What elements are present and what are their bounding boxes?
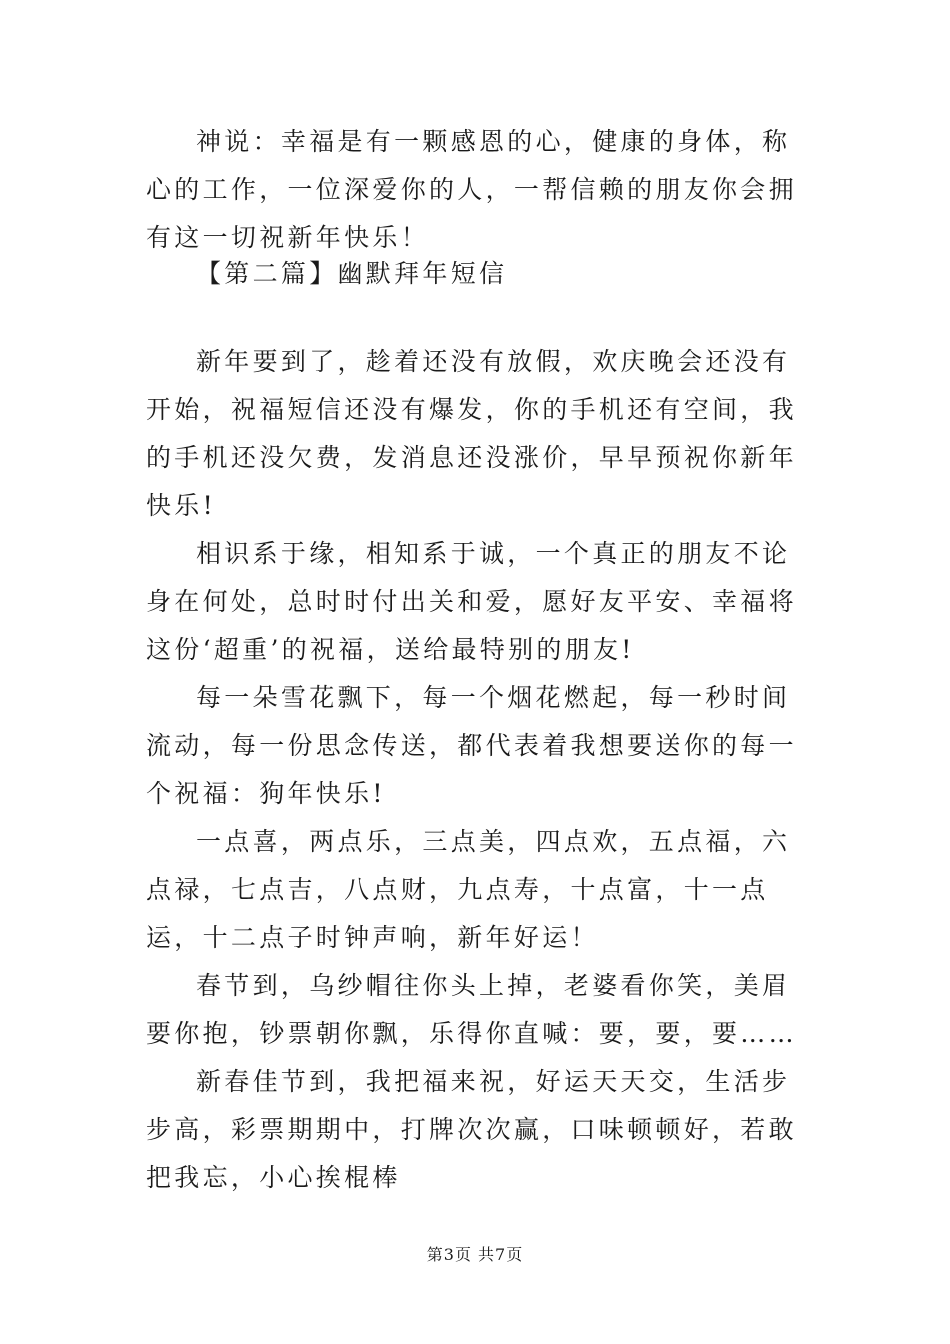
- paragraph: 新春佳节到，我把福来祝，好运天天交，生活步步高，彩票期期中，打牌次次赢，口味顿顿好，若敢把我忘，小心挨棍棒: [146, 1067, 797, 1192]
- section-heading: 【第二篇】幽默拜年短信: [196, 259, 508, 288]
- paragraph: 相识系于缘，相知系于诚，一个真正的朋友不论身在何处，总时时付出关和爱，愿好友平安、幸福将这份‘超重’的祝福，送给最特别的朋友!: [146, 539, 797, 664]
- body-text: [146, 338, 816, 1202]
- page-footer: [0, 1242, 950, 1265]
- page-number: 第3页 共7页: [426, 1245, 524, 1264]
- intro-paragraph: 神说：幸福是有一颗感恩的心，健康的身体，称心的工作，一位深爱你的人，一帮信赖的朋友你会拥有这一切祝新年快乐！: [146, 127, 797, 252]
- paragraph: 春节到，乌纱帽往你头上掉，老婆看你笑，美眉要你抱，钞票朝你飘，乐得你直喊：要，要，要……: [146, 971, 797, 1048]
- paragraph: 一点喜，两点乐，三点美，四点欢，五点福，六点禄，七点吉，八点财，九点寿，十点富，十一点运，十二点子时钟声响，新年好运！: [146, 827, 791, 952]
- paragraph: 新年要到了，趁着还没有放假，欢庆晚会还没有开始，祝福短信还没有爆发，你的手机还有空间，我的手机还没欠费，发消息还没涨价，早早预祝你新年快乐!: [146, 347, 797, 520]
- paragraph: 每一朵雪花飘下，每一个烟花燃起，每一秒时间流动，每一份思念传送，都代表着我想要送你的每一个祝福：狗年快乐!: [146, 683, 797, 808]
